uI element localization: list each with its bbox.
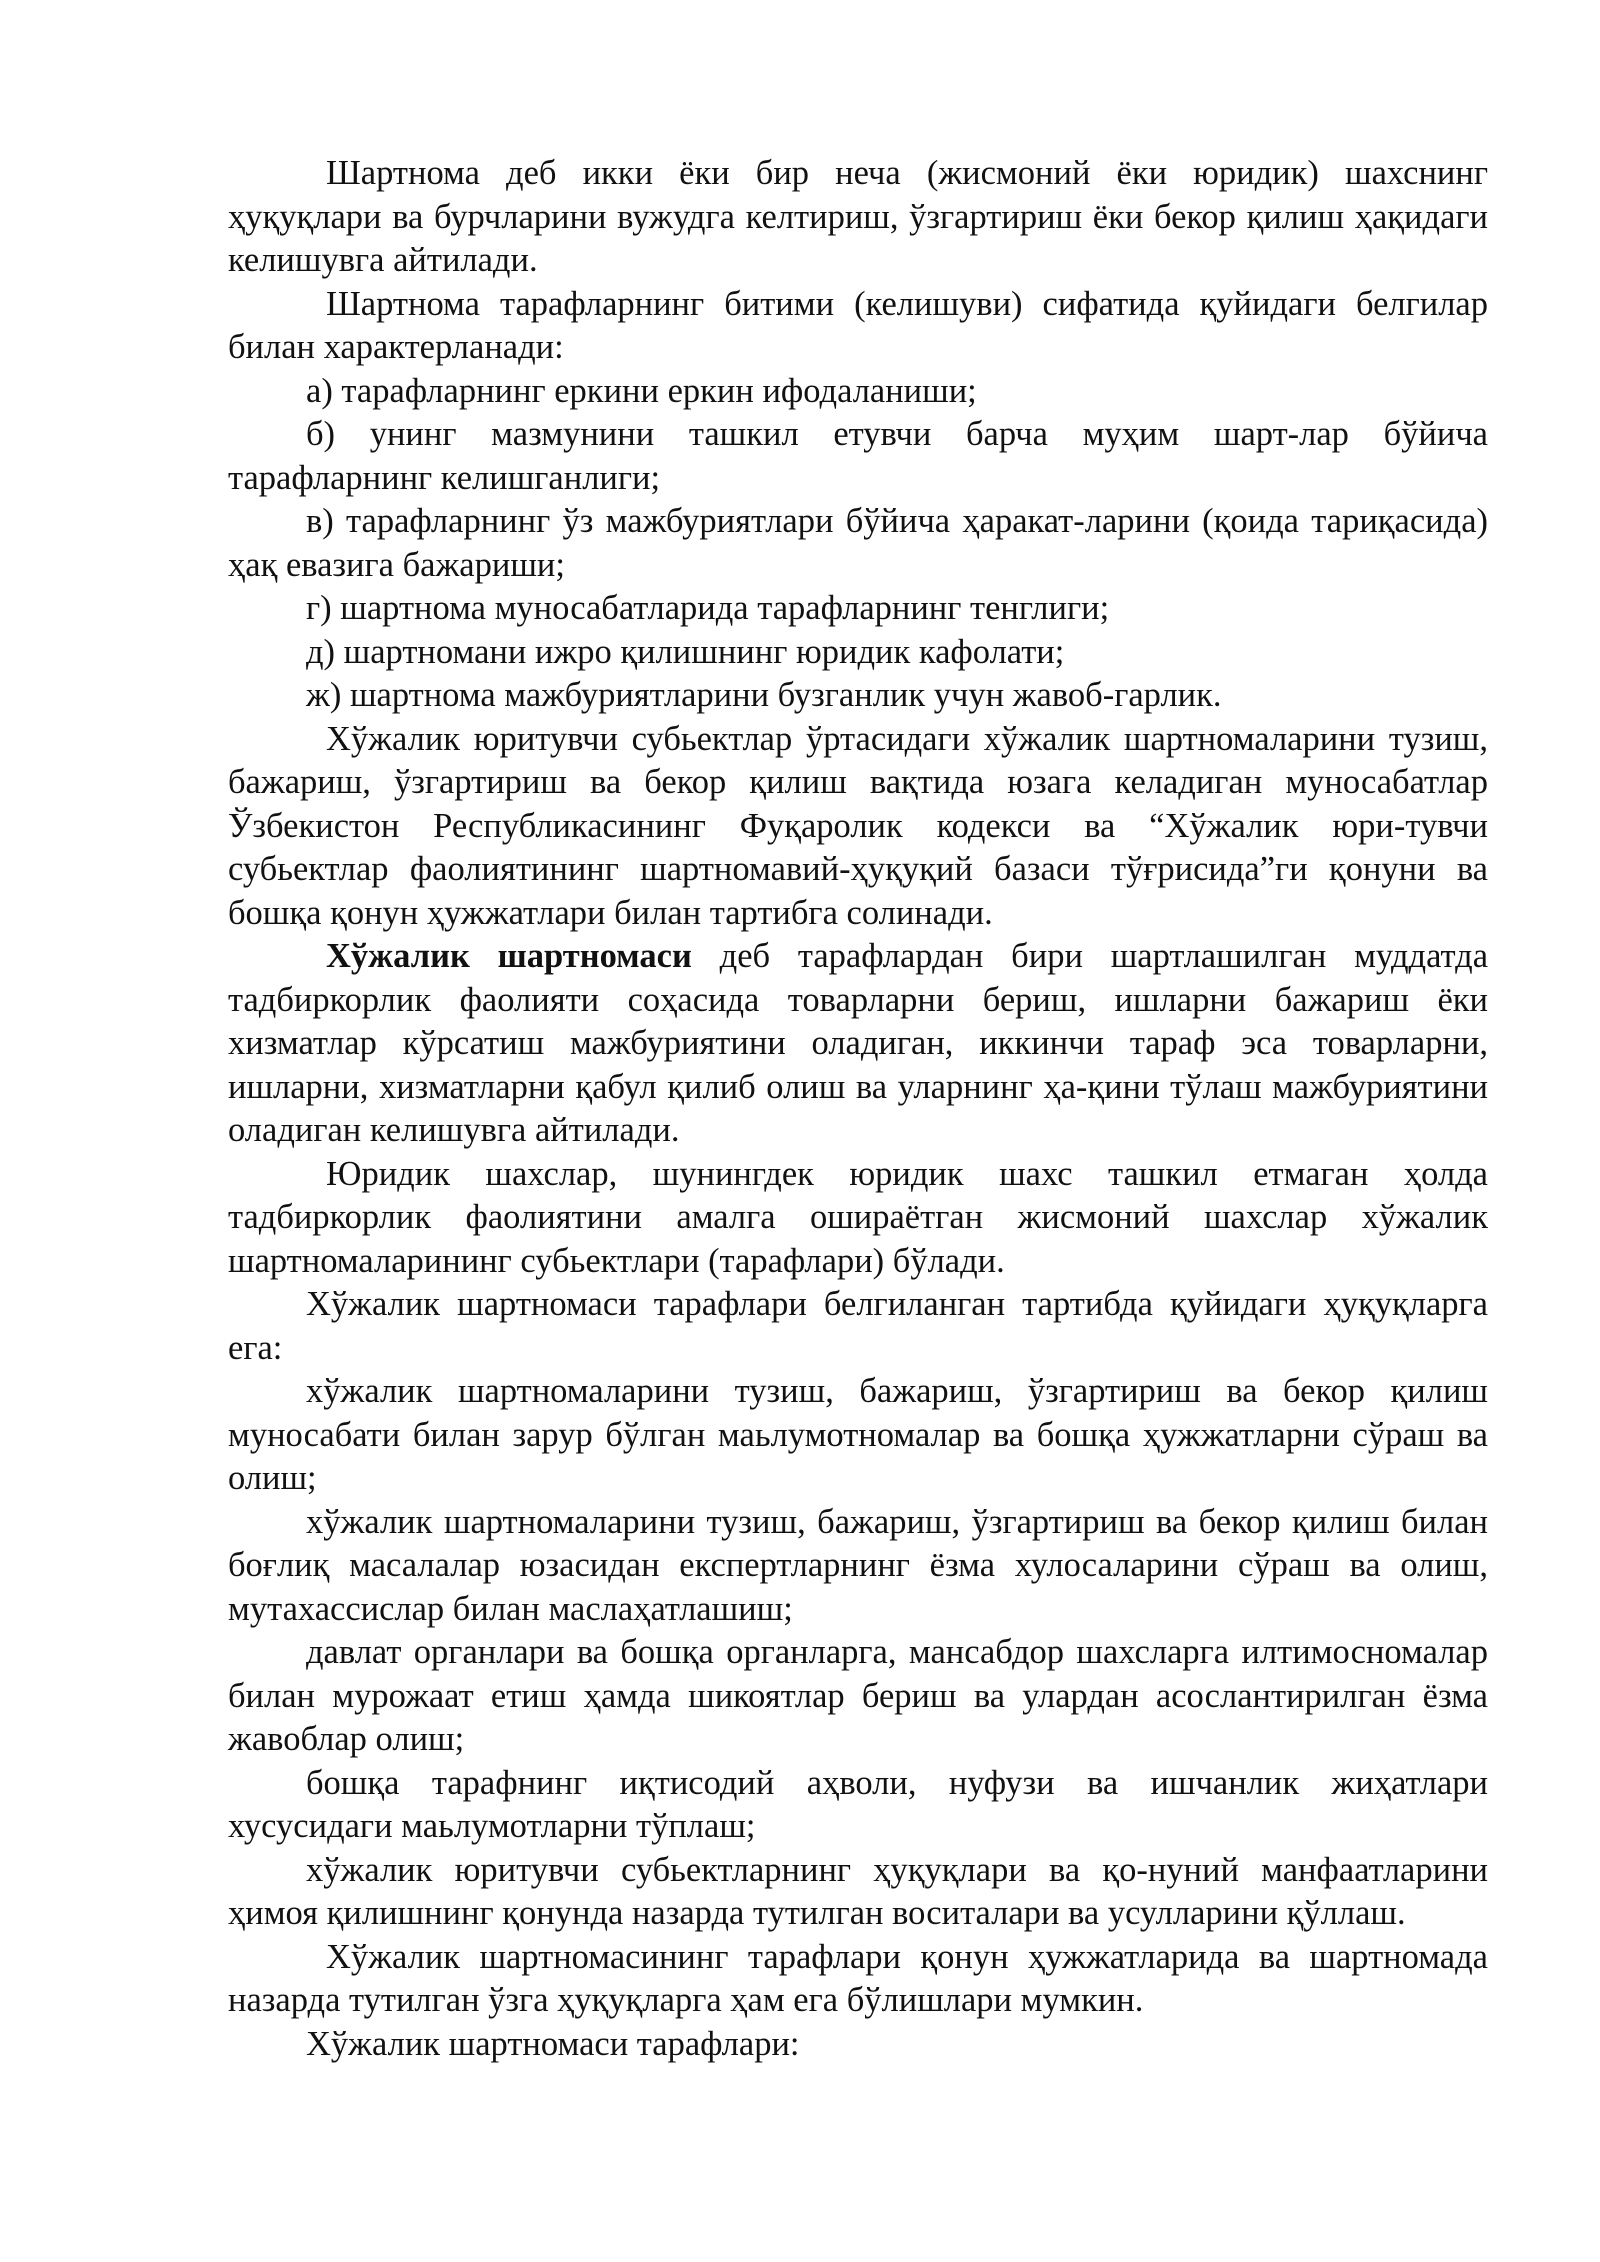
rights-item-5: хўжалик юритувчи субьектларнинг ҳуқуқлари ва қо-нуний манфаатларини ҳимоя қилишнинг қонунда назарда тутилган воситалари ва усулларини қўллаш.: [228, 1850, 1488, 1932]
paragraph-1: Шартнома деб икки ёки бир неча (жисмоний ёки юридик) шахснинг ҳуқуқлари ва бурчларини вужудга келтириш, ўзгартириш ёки бекор қилиш ҳақидаги келишувга айтилади.: [228, 154, 1488, 279]
list-item-d: д) шартномани ижро қилишнинг юридик кафолати;: [306, 632, 1065, 671]
paragraph-2: Шартнома тарафларнинг битими (келишуви) сифатида қуйидаги белгилар билан характерланади:: [228, 284, 1488, 366]
paragraph-5: Хўжалик шартномаси тарафлари белгиланган тартибда қуйидаги ҳуқуқларга ега:: [228, 1285, 1488, 1367]
paragraph-3: Хўжалик юритувчи субьектлар ўртасидаги хўжалик шартномаларини тузиш, бажариш, ўзгартириш ва бекор қилиш вақтида юзага келадиган муносабатлар Ўзбекистон Республикасининг Фуқаролик кодекси ва “Хўжалик юри-тувчи субьектлар фаолиятининг шартномавий-ҳуқуқий базаси тўғрисида”ги қонуни ва бошқа қонун ҳужжатлари билан тартибга солинади.: [228, 719, 1488, 932]
list-item-v: в) тарафларнинг ўз мажбуриятлари бўйича ҳаракат-ларини (қоида тариқасида) ҳақ евазига бажариши;: [228, 502, 1488, 584]
rights-item-2: хўжалик шартномаларини тузиш, бажариш, ўзгартириш ва бекор қилиш билан боғлиқ масалалар юзасидан експертларнинг ёзма хулосаларини сўраш ва олиш, мутахассислар билан маслаҳатлашиш;: [228, 1502, 1488, 1628]
list-item-zh: ж) шартнома мажбуриятларини бузганлик учун жавоб-гарлик.: [306, 676, 1222, 714]
rights-item-4: бошқа тарафнинг иқтисодий аҳволи, нуфузи ва ишчанлик жиҳатлари хусусидаги маьлумотларни тўплаш;: [228, 1763, 1488, 1845]
paragraph-4: Юридик шахслар, шунингдек юридик шахс ташкил етмаган ҳолда тадбиркорлик фаолиятини амалга ошираётган жисмоний шахслар хўжалик шартномаларининг субьектлари (тарафлари) бўлади.: [228, 1154, 1488, 1280]
list-item-a: а) тарафларнинг еркини еркин ифодаланиши;: [306, 371, 977, 410]
rights-item-1: хўжалик шартномаларини тузиш, бажариш, ўзгартириш ва бекор қилиш муносабати билан зарур бўлган маьлумотномалар ва бошқа ҳужжатларни сўраш ва олиш;: [228, 1372, 1488, 1497]
rights-item-3: давлат органлари ва бошқа органларга, мансабдор шахсларга илтимосномалар билан мурожаат етиш ҳамда шикоятлар бериш ва улардан асослантирилган ёзма жавоблар олиш;: [228, 1633, 1488, 1758]
paragraph-6: Хўжалик шартномасининг тарафлари қонун ҳужжатларида ва шартномада назарда тутилган ўзга ҳуқуқларга ҳам ега бўлишлари мумкин.: [228, 1937, 1488, 2019]
paragraph-definition: Хўжалик шартномаси деб тарафлардан бири шартлашилган муддатда тадбиркорлик фаолияти соҳасида товарларни бериш, ишларни бажариш ёки хизматлар кўрсатиш мажбуриятини оладиган, иккинчи тараф эса товарларни, ишларни, хизматларни қабул қилиб олиш ва уларнинг ҳа-қини тўлаш мажбуриятини оладиган келишувга айтилади.: [228, 937, 1489, 1149]
list-item-g: г) шартнома муносабатларида тарафларнинг тенглиги;: [306, 589, 1110, 627]
paragraph-7: Хўжалик шартномаси тарафлари:: [306, 2024, 800, 2063]
list-item-b: б) унинг мазмунини ташкил етувчи барча муҳим шарт-лар бўйича тарафларнинг келишганлиги;: [228, 415, 1488, 497]
document-page: [228, 152, 1488, 2066]
defined-term: Хўжалик шартномаси: [326, 937, 692, 975]
